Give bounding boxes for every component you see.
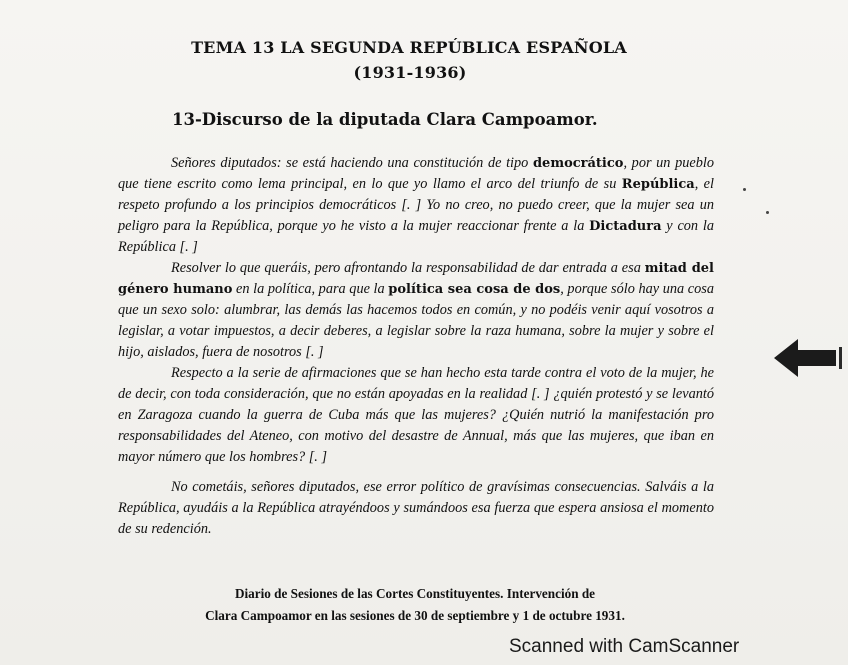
document-title-dates: (1931-1936): [353, 63, 467, 82]
document-title: TEMA 13 LA SEGUNDA REPÚBLICA ESPAÑOLA: [191, 38, 627, 57]
paragraph-1: Señores diputados: se está haciendo una constitución de tipo democrático, por un pueblo que tiene escrito como lema principal, en lo que yo llamo el arco del triunfo de su República, el respeto profundo a los principios democráticos [. ] Yo no creo, no puedo creer, que la mujer sea un peligro para la República, porque yo he visto a la mujer reaccionar frente a la Dictadura y con la República [. ]: [118, 155, 714, 255]
speech-text: [118, 153, 714, 540]
bold-term: mitad del género humano: [118, 261, 714, 297]
scan-speck: [766, 211, 769, 214]
paragraph-3: Respecto a la serie de afirmaciones que se han hecho esta tarde contra el voto de la mujer, he de decir, con toda consideración, que no están apoyadas en la realidad [. ] ¿quién protestó y se levantó en Zaragoza cuando la guerra de Cuba más que las mujeres? ¿Quién nutrió la manifestación pro responsabilidades del Ateneo, con motivo del desastre de Annual, más que las mujeres, que iban en mayor número que los hombres? [. ]: [118, 365, 714, 465]
arrow-left-icon: [772, 335, 842, 381]
bold-term: política sea cosa de dos: [388, 282, 561, 297]
source-citation: Diario de Sesiones de las Cortes Constituyentes. Intervención de Clara Campoamor en las sesiones de 30 de septiembre y 1 de octubre 1931.: [205, 586, 625, 623]
paragraph-2: Resolver lo que queráis, pero afrontando la responsabilidad de dar entrada a esa mitad del género humano en la política, para que la política sea cosa de dos, porque sólo hay una cosa que un sexo solo: alumbrar, las demás las hacemos todos en común, y no podéis venir aquí vosotros a legislar, a votar impuestos, a decir deberes, a legislar sobre la raza humana, sobre la mujer y sobre el hijo, aislados, fuera de nosotros [. ]: [118, 260, 714, 360]
bold-term: democrático: [532, 156, 624, 171]
section-heading: 13-Discurso de la diputada Clara Campoamor.: [172, 110, 598, 129]
camscanner-watermark: Scanned with CamScanner: [509, 636, 740, 657]
paragraph-4: No cometáis, señores diputados, ese error político de gravísimas consecuencias. Salváis a la República, ayudáis a la República atrayéndoos y sumándoos esa fuerza que espera ansiosa el momento de su redención.: [118, 479, 714, 537]
scan-speck: [743, 188, 746, 191]
bold-term: Dictadura: [589, 219, 662, 234]
bold-term: República: [621, 177, 695, 192]
